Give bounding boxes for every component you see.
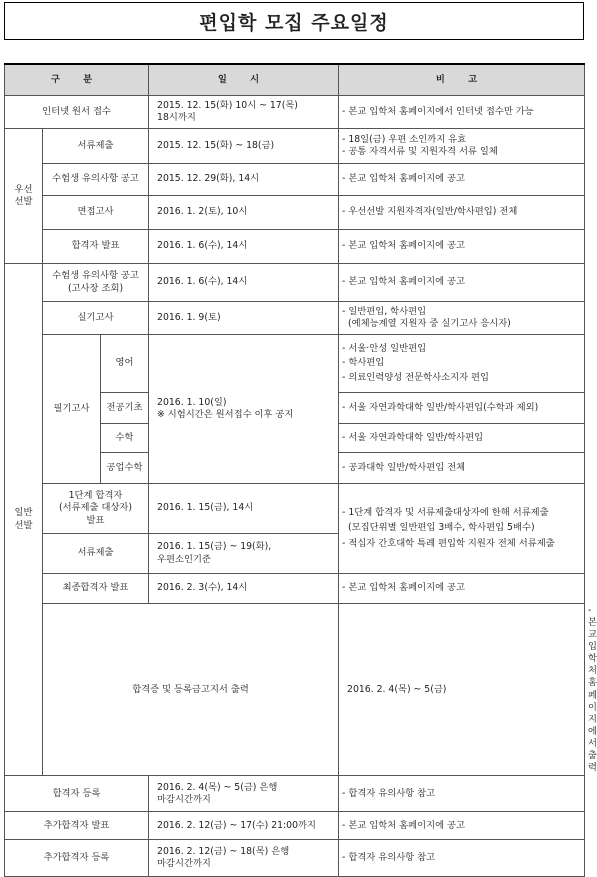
- row-label: 합격증 및 등록금고지서 출력: [43, 604, 339, 776]
- row-remark: - 합격자 유의사항 참고: [339, 840, 585, 877]
- table-row: [5, 840, 585, 877]
- table-row: [5, 776, 585, 812]
- subject-label: 영어: [101, 335, 149, 393]
- header-schedule: 일 시: [149, 64, 339, 96]
- row-date: 2016. 1. 2(토), 10시: [149, 196, 339, 230]
- row-label: 1단계 합격자 (서류제출 대상자) 발표: [43, 484, 149, 534]
- group-general: 일반 선발: [5, 264, 43, 776]
- row-remark: - 본교 입학처 홈페이지에서 인터넷 접수만 가능: [339, 96, 585, 129]
- table-header-row: [5, 64, 585, 96]
- row-label: 추가합격자 발표: [5, 812, 149, 840]
- subject-label: 수학: [101, 424, 149, 453]
- table-row: [5, 302, 585, 335]
- row-date: 2016. 1. 15(금), 14시: [149, 484, 339, 534]
- header-remarks: 비 고: [339, 64, 585, 96]
- row-remark: - 본교 입학처 홈페이지에 공고: [339, 164, 585, 196]
- row-remark: - 서울 자연과학대학 일반/학사편입(수학과 제외): [339, 393, 585, 424]
- row-date: 2016. 2. 4(목) ~ 5(금) 은행 마감시간까지: [149, 776, 339, 812]
- row-remark: - 18일(금) 우편 소인까지 유효 - 공통 자격서류 및 지원자격 서류 일체: [339, 129, 585, 164]
- schedule-table: [4, 63, 597, 877]
- header-category: 구 분: [5, 64, 149, 96]
- row-date: 2016. 1. 10(일) ※ 시험시간은 원서접수 이후 공지: [149, 335, 339, 484]
- row-label: 수험생 유의사항 공고 (고사장 조회): [43, 264, 149, 302]
- subject-label: 공업수학: [101, 453, 149, 484]
- row-remark: - 우선선발 지원자격자(일반/학사편입) 전체: [339, 196, 585, 230]
- row-date: 2016. 1. 9(토): [149, 302, 339, 335]
- table-row: [5, 335, 585, 393]
- row-label: 합격자 등록: [5, 776, 149, 812]
- row-remark: - 본교 입학처 홈페이지에 공고: [339, 230, 585, 264]
- row-date: 2015. 12. 15(화) ~ 18(금): [149, 129, 339, 164]
- row-remark: - 본교 입학처 홈페이지에 공고: [339, 264, 585, 302]
- table-row: 합격증 및 등록금고지서 출력 2016. 2. 4(목) ~ 5(금) - 본교 입학처 홈페이지에서 출력: [5, 604, 585, 776]
- page-title: 편입학 모집 주요일정: [4, 2, 584, 40]
- row-date: 2016. 2. 12(금) ~ 18(목) 은행 마감시간까지: [149, 840, 339, 877]
- row-remark: - 합격자 유의사항 참고: [339, 776, 585, 812]
- subject-label: 전공기초: [101, 393, 149, 424]
- row-date: 2015. 12. 15(화) 10시 ~ 17(목) 18시까지: [149, 96, 339, 129]
- row-date: 2016. 2. 4(목) ~ 5(금): [339, 604, 585, 776]
- row-remark: - 본교 입학처 홈페이지에 공고: [339, 812, 585, 840]
- row-date: 2016. 1. 6(수), 14시: [149, 264, 339, 302]
- row-date: 2016. 2. 12(금) ~ 17(수) 21:00까지: [149, 812, 339, 840]
- row-label: 인터넷 원서 접수: [5, 96, 149, 129]
- row-remark: - 서울·안성 일반편입 - 학사편입 - 의료인력양성 전문학사소지자 편입: [339, 335, 585, 393]
- row-date: 2015. 12. 29(화), 14시: [149, 164, 339, 196]
- row-remark: - 본교 입학처 홈페이지에 공고: [339, 574, 585, 604]
- row-label: 추가합격자 등록: [5, 840, 149, 877]
- row-label: 최종합격자 발표: [43, 574, 149, 604]
- row-date: 2016. 2. 3(수), 14시: [149, 574, 339, 604]
- row-date: 2016. 1. 15(금) ~ 19(화), 우편소인기준: [149, 534, 339, 574]
- row-remark: - 서울 자연과학대학 일반/학사편입: [339, 424, 585, 453]
- table-row: [5, 812, 585, 840]
- table-row: [5, 574, 585, 604]
- row-label: 면접고사: [43, 196, 149, 230]
- table-row: [5, 129, 585, 164]
- row-remark: - 일반편입, 학사편입 (예체능계열 지원자 중 실기고사 응시자): [339, 302, 585, 335]
- row-label: 합격자 발표: [43, 230, 149, 264]
- row-remark: - 공과대학 일반/학사편입 전체: [339, 453, 585, 484]
- row-remark: - 1단계 합격자 및 서류제출대상자에 한해 서류제출 (모집단위별 일반편입 3배수, 학사편입 5배수) - 적십자 간호대학 특례 편입학 지원자 전체 서류제출: [339, 484, 585, 574]
- group-priority: 우선 선발: [5, 129, 43, 264]
- row-label: 서류제출: [43, 129, 149, 164]
- row-date: 2016. 1. 6(수), 14시: [149, 230, 339, 264]
- table-row: [5, 230, 585, 264]
- table-row: [5, 196, 585, 230]
- row-label: 필기고사: [43, 335, 101, 484]
- row-label: 실기고사: [43, 302, 149, 335]
- table-row: [5, 164, 585, 196]
- table-row: [5, 96, 585, 129]
- row-label: 서류제출: [43, 534, 149, 574]
- row-label: 수험생 유의사항 공고: [43, 164, 149, 196]
- table-row: [5, 484, 585, 534]
- table-row: [5, 264, 585, 302]
